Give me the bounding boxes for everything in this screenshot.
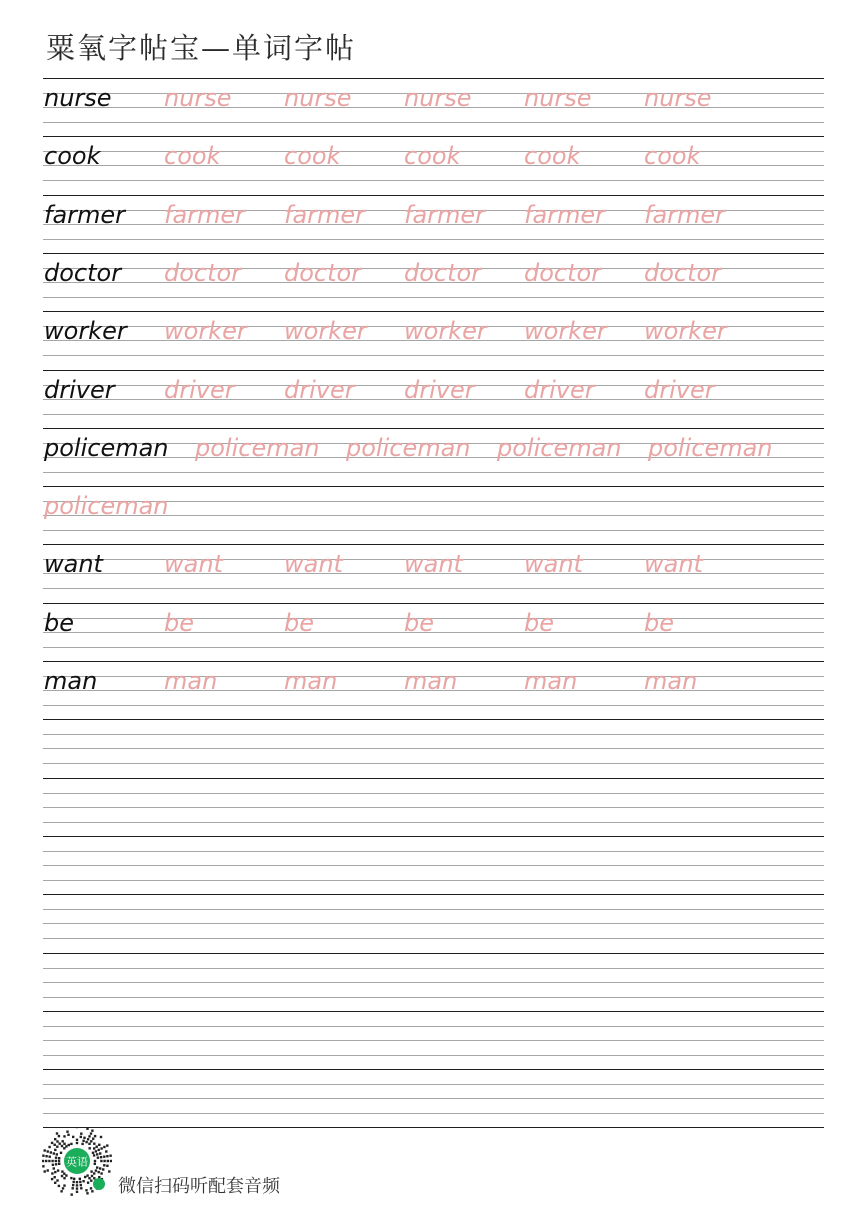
trace-word: cook: [164, 142, 221, 170]
trace-word: policeman: [195, 434, 320, 462]
row-guide-line: [43, 588, 824, 589]
row-guide-line: [43, 647, 824, 648]
trace-word: worker: [404, 317, 487, 345]
trace-word: policeman: [44, 492, 169, 520]
model-word: nurse: [44, 84, 112, 112]
row-guide-line: [43, 968, 824, 969]
row-guide-line: [43, 923, 824, 924]
row-guide-line: [43, 472, 824, 473]
row-top-rule: [43, 1011, 824, 1012]
trace-word: farmer: [644, 201, 726, 229]
model-word: man: [44, 667, 98, 695]
row-top-rule: [43, 428, 824, 429]
trace-word: cook: [644, 142, 701, 170]
row-guide-line: [43, 880, 824, 881]
row-guide-line: [43, 1084, 824, 1085]
page-title: 粟氧字帖宝—单词字帖: [46, 31, 357, 65]
row-top-rule: [43, 544, 824, 545]
model-word: worker: [44, 317, 127, 345]
trace-word: driver: [284, 376, 355, 404]
row-guide-line: [43, 1026, 824, 1027]
trace-word: want: [404, 550, 463, 578]
trace-word: doctor: [164, 259, 242, 287]
trace-word: doctor: [644, 259, 722, 287]
row-guide-line: [43, 239, 824, 240]
row-guide-line: [43, 734, 824, 735]
trace-word: worker: [644, 317, 727, 345]
row-guide-line: [43, 865, 824, 866]
trace-word: policeman: [346, 434, 471, 462]
trace-word: want: [524, 550, 583, 578]
scan-caption: 微信扫码听配套音频: [118, 1176, 280, 1197]
trace-word: man: [284, 667, 338, 695]
trace-word: be: [524, 609, 554, 637]
trace-word: want: [644, 550, 703, 578]
row-guide-line: [43, 748, 824, 749]
row-guide-line: [43, 822, 824, 823]
row-guide-line: [43, 997, 824, 998]
trace-word: farmer: [524, 201, 606, 229]
trace-word: be: [164, 609, 194, 637]
trace-word: worker: [284, 317, 367, 345]
trace-word: driver: [404, 376, 475, 404]
trace-word: farmer: [284, 201, 366, 229]
trace-word: cook: [524, 142, 581, 170]
trace-word: man: [404, 667, 458, 695]
trace-word: doctor: [524, 259, 602, 287]
qr-badge-label: 英语: [66, 1155, 88, 1169]
trace-word: cook: [404, 142, 461, 170]
row-top-rule: [43, 195, 824, 196]
trace-word: policeman: [648, 434, 773, 462]
model-word: want: [44, 550, 103, 578]
row-guide-line: [43, 355, 824, 356]
model-word: be: [44, 609, 74, 637]
trace-word: be: [404, 609, 434, 637]
model-word: driver: [44, 376, 115, 404]
row-guide-line: [43, 763, 824, 764]
row-guide-line: [43, 1055, 824, 1056]
row-guide-line: [43, 1113, 824, 1114]
model-word: cook: [44, 142, 101, 170]
row-guide-line: [43, 414, 824, 415]
trace-word: farmer: [404, 201, 486, 229]
row-guide-line: [43, 982, 824, 983]
wechat-qr-code-icon[interactable]: [42, 1128, 112, 1198]
trace-word: driver: [524, 376, 595, 404]
trace-word: driver: [164, 376, 235, 404]
row-guide-line: [43, 807, 824, 808]
row-guide-line: [43, 122, 824, 123]
row-guide-line: [43, 705, 824, 706]
trace-word: nurse: [284, 84, 352, 112]
row-top-rule: [43, 894, 824, 895]
row-guide-line: [43, 938, 824, 939]
row-top-rule: [43, 719, 824, 720]
model-word: policeman: [44, 434, 169, 462]
row-top-rule: [43, 311, 824, 312]
trace-word: man: [524, 667, 578, 695]
trace-word: man: [644, 667, 698, 695]
row-top-rule: [43, 778, 824, 779]
trace-word: worker: [164, 317, 247, 345]
trace-word: doctor: [404, 259, 482, 287]
mini-program-icon: [93, 1178, 105, 1190]
trace-word: nurse: [164, 84, 232, 112]
audio-footer: [42, 1128, 442, 1198]
trace-word: man: [164, 667, 218, 695]
trace-word: driver: [644, 376, 715, 404]
row-top-rule: [43, 253, 824, 254]
row-top-rule: [43, 661, 824, 662]
row-guide-line: [43, 297, 824, 298]
row-top-rule: [43, 370, 824, 371]
trace-word: be: [644, 609, 674, 637]
trace-word: be: [284, 609, 314, 637]
row-guide-line: [43, 851, 824, 852]
row-guide-line: [43, 1098, 824, 1099]
row-top-rule: [43, 953, 824, 954]
row-guide-line: [43, 793, 824, 794]
trace-word: policeman: [497, 434, 622, 462]
trace-word: farmer: [164, 201, 246, 229]
row-top-rule: [43, 136, 824, 137]
trace-word: worker: [524, 317, 607, 345]
row-top-rule: [43, 78, 824, 79]
row-top-rule: [43, 486, 824, 487]
row-top-rule: [43, 836, 824, 837]
row-top-rule: [43, 1069, 824, 1070]
model-word: farmer: [44, 201, 126, 229]
row-guide-line: [43, 180, 824, 181]
trace-word: cook: [284, 142, 341, 170]
trace-word: doctor: [284, 259, 362, 287]
row-top-rule: [43, 603, 824, 604]
row-guide-line: [43, 530, 824, 531]
trace-word: want: [164, 550, 223, 578]
model-word: doctor: [44, 259, 122, 287]
row-guide-line: [43, 1040, 824, 1041]
row-guide-line: [43, 909, 824, 910]
trace-word: nurse: [644, 84, 712, 112]
trace-word: nurse: [524, 84, 592, 112]
trace-word: want: [284, 550, 343, 578]
trace-word: nurse: [404, 84, 472, 112]
